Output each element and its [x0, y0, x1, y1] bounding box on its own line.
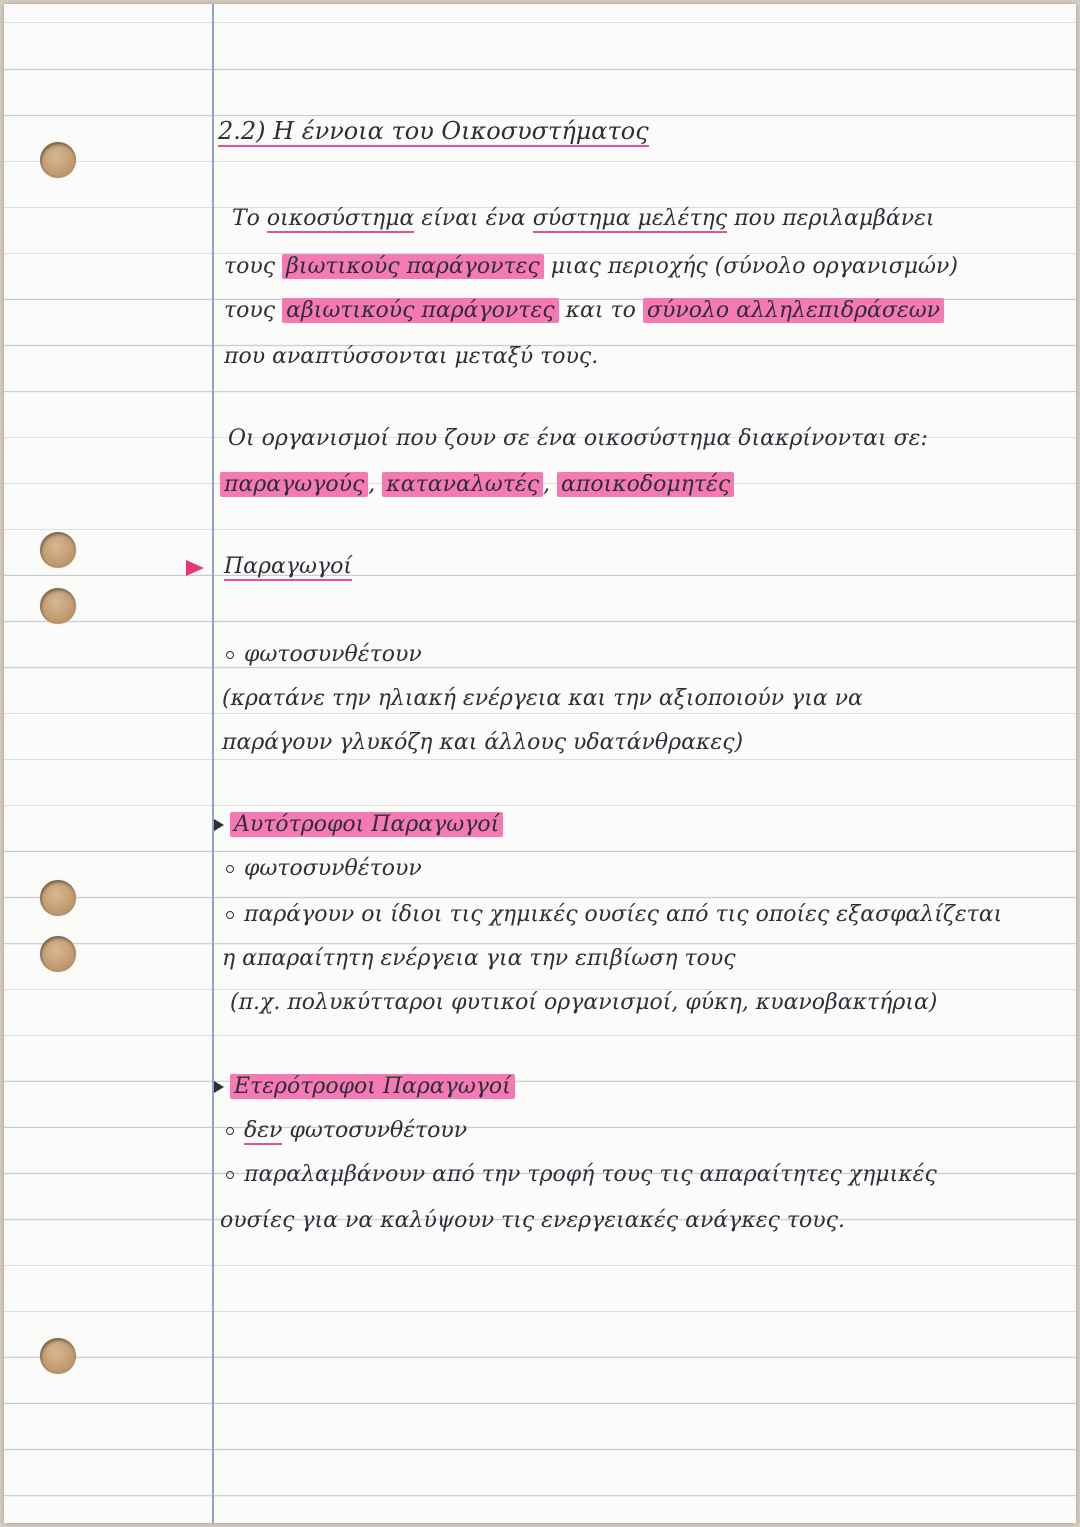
autotrophs-heading: Αυτότροφοι Παραγωγοί [214, 810, 503, 840]
bullet-icon [226, 865, 234, 873]
notebook-page [4, 4, 1076, 1523]
autotrophs-example: (π.χ. πολυκύτταροι φυτικοί οργανισμοί, φύκη, κυανοβακτήρια) [230, 990, 938, 1015]
bullet-icon [226, 1127, 234, 1135]
heterotrophs-bullet-2-line-2: ουσίες για να καλύψουν τις ενεργειακές ανάγκες τους. [220, 1208, 845, 1233]
definition-line-2: τους βιωτικούς παράγοντες μιας περιοχής (σύνολο οργανισμών) [224, 254, 958, 279]
producers-note-line-1: (κρατάνε την ηλιακή ενέργεια και την αξιοποιούν για να [222, 686, 863, 711]
highlight-abiotic: αβιωτικούς παράγοντες [282, 298, 558, 323]
bullet-icon [226, 651, 234, 659]
binder-hole [40, 142, 76, 178]
margin-line [212, 4, 214, 1523]
category-consumers: καταναλωτές [382, 472, 543, 497]
heterotrophs-bullet-2-line-1: παραλαμβάνουν από την τροφή τους τις απαραίτητες χημικές [226, 1160, 937, 1190]
producers-note-line-2: παράγουν γλυκόζη και άλλους υδατάνθρακες) [222, 730, 744, 755]
arrow-marker-icon [184, 558, 206, 578]
organisms-categories: παραγωγούς , καταναλωτές , αποικοδομητές [220, 470, 734, 500]
bullet-icon [226, 911, 234, 919]
heterotrophs-heading: Ετερότροφοι Παραγωγοί [214, 1072, 515, 1102]
highlight-interactions: σύνολο αλληλεπιδράσεων [643, 298, 944, 323]
binder-hole [40, 532, 76, 568]
category-producers: παραγωγούς [220, 472, 368, 497]
organisms-intro: Οι οργανισμοί που ζουν σε ένα οικοσύστημα διακρίνονται σε: [228, 426, 928, 451]
autotrophs-bullet-1: φωτοσυνθέτουν [226, 854, 422, 884]
binder-hole [40, 1338, 76, 1374]
triangle-bullet-icon [214, 1081, 224, 1093]
definition-line-3: τους αβιωτικούς παράγοντες και το σύνολο αλληλεπιδράσεων [224, 296, 944, 326]
category-decomposers: αποικοδομητές [557, 472, 734, 497]
binder-hole [40, 880, 76, 916]
heterotrophs-bullet-1: δεν φωτοσυνθέτουν [226, 1116, 467, 1146]
binder-hole [40, 936, 76, 972]
highlight-biotic: βιωτικούς παράγοντες [282, 254, 544, 279]
page-title: 2.2) Η έννοια του Οικοσυστήματος [218, 117, 649, 145]
autotrophs-bullet-2-line-1: παράγουν οι ίδιοι τις χημικές ουσίες από τις οποίες εξασφαλίζεται [226, 900, 1002, 930]
binder-hole [40, 588, 76, 624]
producers-bullet-1: φωτοσυνθέτουν [226, 640, 422, 670]
definition-line-4: που αναπτύσσονται μεταξύ τους. [224, 344, 599, 369]
triangle-bullet-icon [214, 819, 224, 831]
bullet-icon [226, 1171, 234, 1179]
definition-line-1: Το οικοσύστημα είναι ένα σύστημα μελέτης που περιλαμβάνει [232, 206, 935, 231]
producers-heading: Παραγωγοί [224, 554, 352, 579]
autotrophs-bullet-2-line-2: η απαραίτητη ενέργεια για την επιβίωση τους [222, 946, 736, 971]
